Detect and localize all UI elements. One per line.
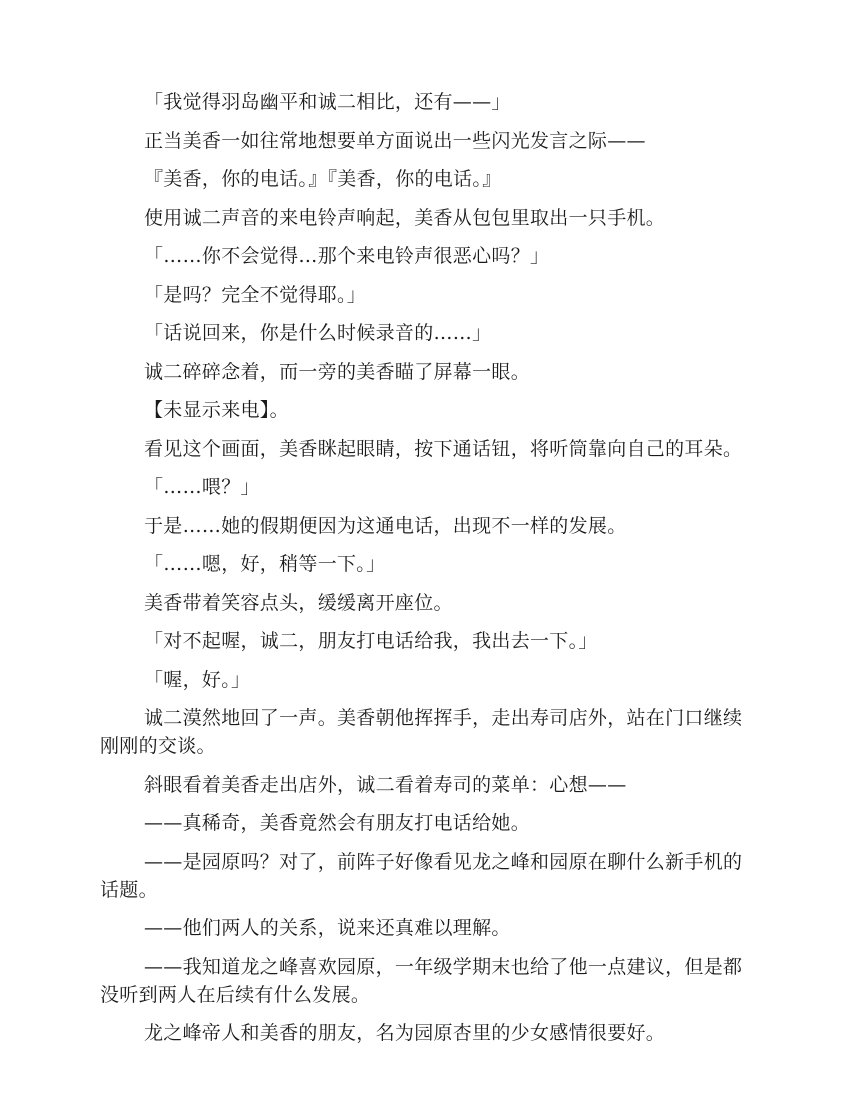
paragraph: 「……你不会觉得…那个来电铃声很恶心吗？」 xyxy=(144,245,550,267)
paragraph: 『美香，你的电话。』『美香，你的电话。』 xyxy=(144,168,502,190)
paragraph: 美香带着笑容点头，缓缓离开座位。 xyxy=(144,591,453,614)
paragraph: 龙之峰帝人和美香的朋友，名为园原杏里的少女感情很要好。 xyxy=(144,1022,666,1044)
paragraph: 「……喂？」 xyxy=(144,476,260,498)
paragraph: 「对不起喔，诚二，朋友打电话给我，我出去一下。」 xyxy=(144,630,598,652)
paragraph: 「喔，好。」 xyxy=(144,668,251,691)
paragraph: 使用诚二声音的来电铃声响起，美香从包包里取出一只手机。 xyxy=(144,206,666,229)
paragraph: ——我知道龙之峰喜欢园原，一年级学期末也给了他一点建议，但是都没听到两人在后续有什么发展。 xyxy=(100,955,743,1006)
paragraph: ——他们两人的关系，说来还真难以理解。 xyxy=(144,917,511,939)
paragraph: 【未显示来电】。 xyxy=(144,399,289,421)
paragraph: 「是吗？完全不觉得耶。」 xyxy=(144,283,367,306)
paragraph: 诚二漠然地回了一声。美香朝他挥挥手，走出寿司店外，站在门口继续刚刚的交谈。 xyxy=(100,707,743,757)
paragraph: 正当美香一如往常地想要单方面说出一些闪光发言之际—— xyxy=(144,129,646,152)
paragraph: 诚二碎碎念着，而一旁的美香瞄了屏幕一眼。 xyxy=(144,360,531,383)
paragraph: ——是园原吗？对了，前阵子好像看见龙之峰和园原在聊什么新手机的话题。 xyxy=(100,850,743,901)
document-page xyxy=(100,88,750,1058)
paragraph: 「我觉得羽岛幽平和诚二相比，还有——」 xyxy=(144,91,511,113)
paragraph: 于是……她的假期便因为这通电话，出现不一样的发展。 xyxy=(144,514,627,537)
paragraph: 「话说回来，你是什么时候录音的……」 xyxy=(144,322,492,344)
paragraph: 看见这个画面，美香眯起眼睛，按下通话钮，将听筒靠向自己的耳朵。 xyxy=(144,437,743,460)
paragraph: ——真稀奇，美香竟然会有朋友打电话给她。 xyxy=(144,812,531,834)
paragraph: 斜眼看着美香走出店外，诚二看着寿司的菜单：心想—— xyxy=(144,773,627,796)
paragraph: 「……嗯，好，稍等一下。」 xyxy=(144,553,386,575)
